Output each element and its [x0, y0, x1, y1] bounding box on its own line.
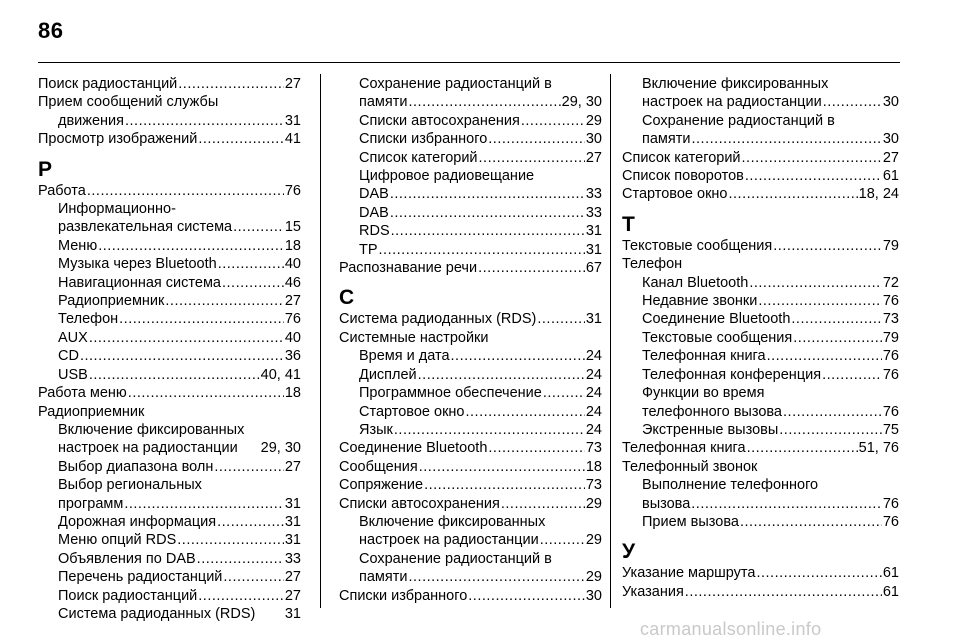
index-subentry [339, 130, 602, 148]
index-subentry-heading: Выбор региональных [58, 477, 202, 494]
page-reference: 27 [284, 569, 301, 586]
entry-term: Прием вызова [642, 513, 739, 530]
entry-term: DAB [359, 204, 389, 221]
page-reference: 76 [882, 293, 899, 310]
entry-term: Экстренные вызовы [642, 421, 779, 438]
entry-term: Система радиоданных (RDS) [339, 311, 537, 328]
page-reference: 24 [585, 385, 602, 402]
page-reference: 29 [585, 569, 602, 586]
dot-leader [80, 347, 284, 365]
index-subentry [38, 550, 301, 568]
index-subentry-heading: Включение фиксированных [642, 76, 829, 92]
entry-term: Текстовые сообщения [622, 237, 773, 254]
header-rule [38, 62, 900, 63]
index-heading: Телефонный звонок [622, 458, 758, 475]
dot-leader [89, 366, 260, 384]
index-subentry [622, 274, 899, 292]
page-reference: 79 [882, 329, 899, 346]
index-subentry [38, 587, 301, 605]
index-subentry [38, 366, 301, 384]
dot-leader [822, 366, 882, 384]
entry-term: Меню [58, 237, 98, 254]
dot-leader [178, 75, 284, 93]
page-reference: 51, 76 [858, 440, 899, 457]
page-reference: 76 [882, 513, 899, 530]
page-reference: 76 [882, 348, 899, 365]
index-entry [339, 495, 602, 513]
index-entry [38, 182, 301, 200]
dot-leader [408, 93, 560, 111]
entry-term: Списки автосохранения [339, 495, 500, 512]
page-reference: 76 [882, 495, 899, 512]
index-subentry [339, 222, 602, 240]
page-reference: 41 [284, 131, 301, 148]
entry-term: Выбор диапазона волн [58, 458, 214, 475]
entry-term: Телефонная конференция [642, 366, 822, 383]
index-subentry [38, 112, 301, 130]
dot-leader [779, 421, 882, 439]
entry-term: Списки избранного [339, 587, 468, 604]
entry-term: RDS [359, 223, 390, 240]
page-reference: 27 [585, 149, 602, 166]
index-column-1 [38, 75, 301, 623]
dot-leader [740, 513, 882, 531]
page-reference: 40, 41 [260, 366, 301, 383]
index-subentry [339, 93, 602, 111]
index-subentry-heading: Сохранение радиостанций в [359, 76, 552, 92]
entry-term: Текстовые сообщения [642, 329, 793, 346]
page-reference: 31 [284, 112, 301, 129]
dot-leader [390, 204, 585, 222]
dot-leader [408, 568, 584, 586]
index-subentry [622, 292, 899, 310]
entry-term: CD [58, 348, 79, 365]
section-letter: С [339, 286, 355, 310]
entry-term: DAB [359, 186, 389, 203]
index-subentry-heading: Сохранение радиостанций в [642, 112, 835, 129]
entry-term: настроек на радиостанции [58, 440, 238, 457]
index-subentry [622, 130, 899, 148]
dot-leader [214, 458, 284, 476]
index-subentry [622, 421, 899, 439]
entry-term: Список категорий [359, 149, 478, 166]
dot-leader [749, 274, 882, 292]
index-subentry [38, 274, 301, 292]
page-reference: 33 [585, 186, 602, 203]
dot-leader [793, 329, 882, 347]
index-subentry [339, 204, 602, 222]
dot-leader [783, 403, 882, 421]
dot-leader [125, 112, 284, 130]
section-letter: Т [622, 212, 635, 236]
dot-leader [747, 439, 858, 457]
entry-term: Распознавание речи [339, 260, 478, 277]
page-reference: 29 [585, 532, 602, 549]
entry-term: памяти [359, 94, 408, 111]
entry-term: Меню опций RDS [58, 532, 177, 549]
dot-leader [391, 222, 585, 240]
page-reference: 29 [585, 495, 602, 512]
index-entry [339, 476, 602, 494]
page-reference: 31 [585, 241, 602, 258]
index-subentry [38, 292, 301, 310]
index-subentry [38, 531, 301, 549]
entry-term: Радиоприемник [58, 293, 165, 310]
entry-term: USB [58, 366, 88, 383]
page-reference: 30 [585, 131, 602, 148]
entry-term: настроек на радиостанции [359, 532, 539, 549]
entry-term: Телефон [58, 311, 119, 328]
dot-leader [745, 167, 882, 185]
index-subentry [38, 329, 301, 347]
index-subentry [38, 458, 301, 476]
entry-term: вызова [642, 495, 691, 512]
index-subentry [622, 93, 899, 111]
dot-leader [451, 347, 585, 365]
dot-leader [198, 130, 284, 148]
index-subentry [339, 384, 602, 402]
page-reference: 15 [284, 219, 301, 236]
index-subentry [622, 403, 899, 421]
dot-leader [124, 495, 284, 513]
entry-term: развлекательная система [58, 219, 233, 236]
page-reference: 33 [585, 204, 602, 221]
entry-term: Работа [38, 182, 86, 199]
entry-term: Указания [622, 583, 684, 600]
page-reference: 18 [284, 237, 301, 254]
index-subentry [38, 218, 301, 236]
entry-term: Список поворотов [622, 168, 744, 185]
index-subentry [38, 439, 301, 457]
dot-leader [418, 366, 585, 384]
entry-term: памяти [642, 131, 691, 148]
dot-leader [198, 587, 284, 605]
index-subentry [339, 185, 602, 203]
page-reference: 24 [585, 348, 602, 365]
entry-term: Поиск радиостанций [58, 587, 198, 604]
index-subentry [339, 421, 602, 439]
index-entry [622, 564, 899, 582]
index-subentry [38, 255, 301, 273]
page-reference: 75 [882, 421, 899, 438]
dot-leader [756, 564, 881, 582]
entry-term: Навигационная система [58, 274, 221, 291]
page-reference: 61 [882, 565, 899, 582]
index-subentry [622, 329, 899, 347]
page-reference: 76 [284, 311, 301, 328]
page-reference: 29, 30 [561, 94, 602, 111]
index-entry [622, 149, 899, 167]
index-subentry [38, 605, 301, 623]
index-subentry [339, 531, 602, 549]
dot-leader [177, 531, 284, 549]
index-subentry [38, 347, 301, 365]
entry-term: Указание маршрута [622, 565, 756, 582]
page-reference: 76 [882, 366, 899, 383]
page-reference: 29, 30 [260, 440, 301, 457]
page-reference: 31 [284, 495, 301, 512]
index-heading: Системные настройки [339, 329, 489, 346]
index-entry [38, 75, 301, 93]
dot-leader [521, 112, 585, 130]
entry-term: движения [58, 112, 124, 129]
index-subentry-heading: Сохранение радиостанций в [359, 550, 552, 567]
page-number: 86 [38, 18, 64, 43]
entry-term: памяти [359, 569, 408, 586]
index-entry [38, 384, 301, 402]
entry-term: Телефонная книга [642, 348, 766, 365]
page-reference: 76 [284, 182, 301, 199]
dot-leader [543, 384, 585, 402]
dot-leader [791, 310, 881, 328]
index-subentry [38, 568, 301, 586]
page-reference: 72 [882, 274, 899, 291]
entry-term: Список категорий [622, 149, 741, 166]
page-reference: 24 [585, 421, 602, 438]
dot-leader [197, 550, 284, 568]
page-reference: 31 [585, 311, 602, 328]
index-subentry [339, 366, 602, 384]
page-reference: 46 [284, 274, 301, 291]
page-reference: 27 [284, 458, 301, 475]
page-reference: 30 [585, 587, 602, 604]
entry-term: Списки автосохранения [359, 112, 520, 129]
section-letter: У [622, 540, 636, 564]
index-subentry [38, 495, 301, 513]
page-reference: 40 [284, 329, 301, 346]
page-reference: 61 [882, 168, 899, 185]
dot-leader [742, 149, 882, 167]
index-subentry [339, 112, 602, 130]
index-subentry-heading: Включение фиксированных [359, 513, 546, 530]
entry-term: AUX [58, 329, 88, 346]
index-subentry-heading: Выполнение телефонного [642, 477, 819, 494]
watermark: carmanualsonline.info [640, 619, 822, 639]
entry-term: настроек на радиостанции [642, 94, 822, 111]
dot-leader [165, 292, 283, 310]
entry-term: Музыка через Bluetooth [58, 256, 217, 273]
dot-leader [217, 513, 284, 531]
page-reference: 73 [882, 311, 899, 328]
page-reference: 24 [585, 403, 602, 420]
index-entry [339, 259, 602, 277]
dot-leader [119, 310, 284, 328]
entry-term: Просмотр изображений [38, 131, 198, 148]
dot-leader [823, 93, 882, 111]
entry-term: Дисплей [359, 366, 417, 383]
entry-term: Язык [359, 421, 393, 438]
section-letter: Р [38, 157, 53, 181]
index-entry [622, 185, 899, 203]
index-subentry [38, 237, 301, 255]
dot-leader [488, 439, 584, 457]
page-reference: 24 [585, 366, 602, 383]
entry-term: TP [359, 241, 378, 258]
index-subentry-heading: Включение фиксированных [58, 421, 245, 438]
entry-term: Поиск радиостанций [38, 76, 178, 92]
index-entry [622, 439, 899, 457]
dot-leader [685, 583, 882, 601]
index-subentry-heading: Цифровое радиовещание [359, 168, 535, 185]
dot-leader [691, 495, 882, 513]
index-subentry [339, 347, 602, 365]
dot-leader [379, 241, 585, 259]
page-reference: 36 [284, 348, 301, 365]
dot-leader [537, 310, 584, 328]
page-reference: 30 [882, 94, 899, 111]
dot-leader [728, 185, 857, 203]
page-reference: 79 [882, 237, 899, 254]
page-reference: 31 [284, 532, 301, 549]
page-reference: 18 [284, 385, 301, 402]
dot-leader [465, 403, 584, 421]
dot-leader [89, 329, 284, 347]
entry-term: Стартовое окно [622, 186, 728, 203]
dot-leader [424, 476, 585, 494]
dot-leader [128, 384, 284, 402]
dot-leader [233, 218, 284, 236]
page-reference: 40 [284, 256, 301, 273]
dot-leader [488, 130, 585, 148]
dot-leader [691, 130, 881, 148]
dot-leader [540, 531, 585, 549]
index-subentry [339, 403, 602, 421]
index-subentry [339, 568, 602, 586]
index-heading: Телефон [622, 256, 683, 273]
page-reference: 73 [585, 477, 602, 494]
index-entry [622, 167, 899, 185]
dot-leader [773, 237, 882, 255]
column-divider-1 [320, 74, 321, 608]
dot-leader [394, 421, 585, 439]
page-reference: 29 [585, 112, 602, 129]
entry-term: Работа меню [38, 385, 127, 402]
page-reference: 18 [585, 458, 602, 475]
page-reference: 33 [284, 550, 301, 567]
entry-term: Соединение Bluetooth [642, 311, 791, 328]
entry-term: Программное обеспечение [359, 385, 542, 402]
page-reference: 27 [882, 149, 899, 166]
page-reference: 31 [284, 513, 301, 530]
page-reference: 27 [284, 76, 301, 92]
page-reference: 67 [585, 260, 602, 277]
dot-leader [478, 259, 585, 277]
page-reference: 61 [882, 583, 899, 600]
index-subentry [622, 495, 899, 513]
index-entry [622, 237, 899, 255]
entry-term: Сопряжение [339, 477, 424, 494]
index-subentry [38, 513, 301, 531]
entry-term: Объявления по DAB [58, 550, 196, 567]
index-subentry [622, 347, 899, 365]
dot-leader [98, 237, 284, 255]
entry-term: телефонного вызова [642, 403, 783, 420]
index-entry [38, 130, 301, 148]
entry-term: Дорожная информация [58, 513, 217, 530]
entry-term: Телефонная книга [622, 440, 746, 457]
page-reference: 18, 24 [858, 186, 899, 203]
entry-term: Соединение Bluetooth [339, 440, 488, 457]
dot-leader [218, 255, 284, 273]
index-subentry [622, 513, 899, 531]
index-entry [339, 587, 602, 605]
dot-leader [223, 568, 283, 586]
index-subentry-heading: Функции во время [642, 385, 765, 402]
page-reference: 73 [585, 440, 602, 457]
index-subentry [339, 241, 602, 259]
entry-term: Система радиоданных (RDS) [58, 605, 256, 622]
index-subentry [622, 310, 899, 328]
page-reference: 31 [585, 223, 602, 240]
dot-leader [767, 347, 882, 365]
dot-leader [501, 495, 585, 513]
dot-leader [222, 274, 284, 292]
index-subentry-heading: Информационно- [58, 201, 176, 218]
index-column-3 [622, 75, 899, 601]
index-column-2 [339, 75, 602, 605]
dot-leader [390, 185, 585, 203]
index-entry [622, 583, 899, 601]
index-heading: Прием сообщений службы [38, 94, 219, 111]
page-reference: 27 [284, 587, 301, 604]
index-entry [339, 310, 602, 328]
entry-term: программ [58, 495, 124, 512]
entry-term: Время и дата [359, 348, 450, 365]
entry-term: Стартовое окно [359, 403, 465, 420]
index-subentry [38, 310, 301, 328]
entry-term: Сообщения [339, 458, 418, 475]
page-reference: 30 [882, 131, 899, 148]
page-reference: 31 [284, 605, 301, 622]
entry-term: Списки избранного [359, 131, 488, 148]
dot-leader [468, 587, 585, 605]
page-reference: 27 [284, 293, 301, 310]
index-subentry [622, 366, 899, 384]
entry-term: Канал Bluetooth [642, 274, 749, 291]
page-reference: 76 [882, 403, 899, 420]
column-divider-2 [610, 74, 611, 608]
dot-leader [419, 458, 585, 476]
dot-leader [87, 182, 284, 200]
entry-term: Перечень радиостанций [58, 569, 223, 586]
index-subentry [339, 149, 602, 167]
entry-term: Недавние звонки [642, 293, 758, 310]
dot-leader [479, 149, 585, 167]
index-entry [339, 458, 602, 476]
index-heading: Радиоприемник [38, 403, 145, 420]
index-entry [339, 439, 602, 457]
dot-leader [758, 292, 882, 310]
